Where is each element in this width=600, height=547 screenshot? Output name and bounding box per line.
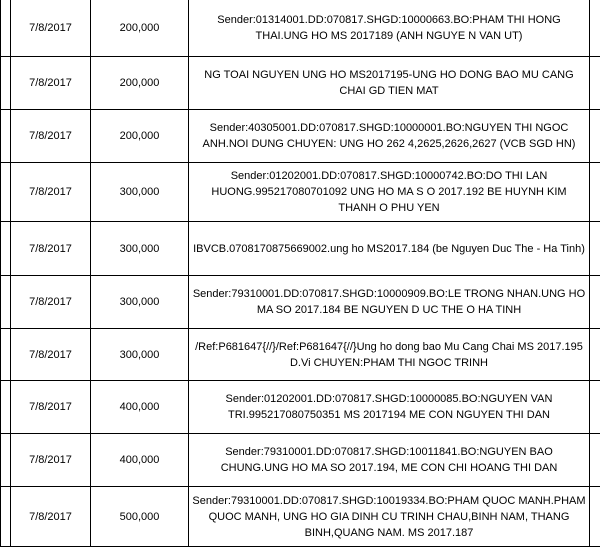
spacer-cell-right [590,163,600,222]
amount-cell: 200,000 [91,57,189,110]
description-cell: Sender:01202001.DD:070817.SHGD:10000085.BO:NGUYEN VAN TRI.995217080750351 MS 2017194 ME CON NGUYEN THI DAN [189,381,590,434]
amount-cell: 300,000 [91,276,189,329]
amount-cell: 400,000 [91,434,189,487]
spacer-cell-left [1,276,11,329]
spacer-cell-right [590,276,600,329]
table-row [1,0,600,57]
date-cell: 7/8/2017 [11,0,91,57]
spacer-cell-left [1,0,11,57]
spacer-cell-left [1,110,11,163]
spacer-cell-right [590,381,600,434]
date-cell: 7/8/2017 [11,222,91,276]
spacer-cell-right [590,329,600,381]
date-cell: 7/8/2017 [11,487,91,547]
table-row [1,487,600,547]
table-row [1,329,600,381]
table-row [1,222,600,276]
date-cell: 7/8/2017 [11,434,91,487]
spacer-cell-left [1,381,11,434]
spacer-cell-left [1,487,11,547]
spacer-cell-right [590,222,600,276]
spacer-cell-right [590,110,600,163]
amount-cell: 300,000 [91,329,189,381]
table-row [1,57,600,110]
description-cell: /Ref:P681647{//}/Ref:P681647{//}Ung ho dong bao Mu Cang Chai MS 2017.195 D.Vi CHUYEN:PHAM THI NGOC TRINH [189,329,590,381]
amount-cell: 500,000 [91,487,189,547]
date-cell: 7/8/2017 [11,381,91,434]
description-cell: Sender:40305001.DD:070817.SHGD:10000001.BO:NGUYEN THI NGOC ANH.NOI DUNG CHUYEN: UNG HO 262 4,2625,2626,2627 (VCB SGD HN) [189,110,590,163]
amount-cell: 200,000 [91,110,189,163]
spacer-cell-left [1,434,11,487]
description-cell: Sender:79310001.DD:070817.SHGD:10019334.BO:PHAM QUOC MANH.PHAM QUOC MANH, UNG HO GIA DINH CU TRINH CHAU,BINH NAM, THANG BINH,QUANG NAM. MS 2017.187 [189,487,590,547]
description-cell: Sender:79310001.DD:070817.SHGD:10011841.BO:NGUYEN BAO CHUNG.UNG HO MA SO 2017.194, ME CON CHI HOANG THI DAN [189,434,590,487]
description-cell: Sender:01202001.DD:070817.SHGD:10000742.BO:DO THI LAN HUONG.995217080701092 UNG HO MA S O 2017.192 BE HUYNH KIM THANH O PHU YEN [189,163,590,222]
spacer-cell-left [1,163,11,222]
description-cell: Sender:01314001.DD:070817.SHGD:10000663.BO:PHAM THI HONG THAI.UNG HO MS 2017189 (ANH NGUYE N VAN UT) [189,0,590,57]
table-row [1,381,600,434]
table-row [1,110,600,163]
spacer-cell-right [590,487,600,547]
spacer-cell-right [590,0,600,57]
spacer-cell-left [1,329,11,381]
amount-cell: 200,000 [91,0,189,57]
table-row [1,434,600,487]
date-cell: 7/8/2017 [11,57,91,110]
date-cell: 7/8/2017 [11,329,91,381]
amount-cell: 400,000 [91,381,189,434]
spacer-cell-left [1,222,11,276]
spacer-cell-right [590,57,600,110]
date-cell: 7/8/2017 [11,163,91,222]
spacer-cell-left [1,57,11,110]
table-row [1,163,600,222]
description-cell: IBVCB.0708170875669002.ung ho MS2017.184 (be Nguyen Duc The - Ha Tinh) [189,222,590,276]
description-cell: NG TOAI NGUYEN UNG HO MS2017195-UNG HO DONG BAO MU CANG CHAI GD TIEN MAT [189,57,590,110]
transactions-body [1,0,600,547]
description-cell: Sender:79310001.DD:070817.SHGD:10000909.BO:LE TRONG NHAN.UNG HO MA SO 2017.184 BE NGUYEN D UC THE O HA TINH [189,276,590,329]
spacer-cell-right [590,434,600,487]
table-row [1,276,600,329]
date-cell: 7/8/2017 [11,276,91,329]
date-cell: 7/8/2017 [11,110,91,163]
amount-cell: 300,000 [91,163,189,222]
amount-cell: 300,000 [91,222,189,276]
